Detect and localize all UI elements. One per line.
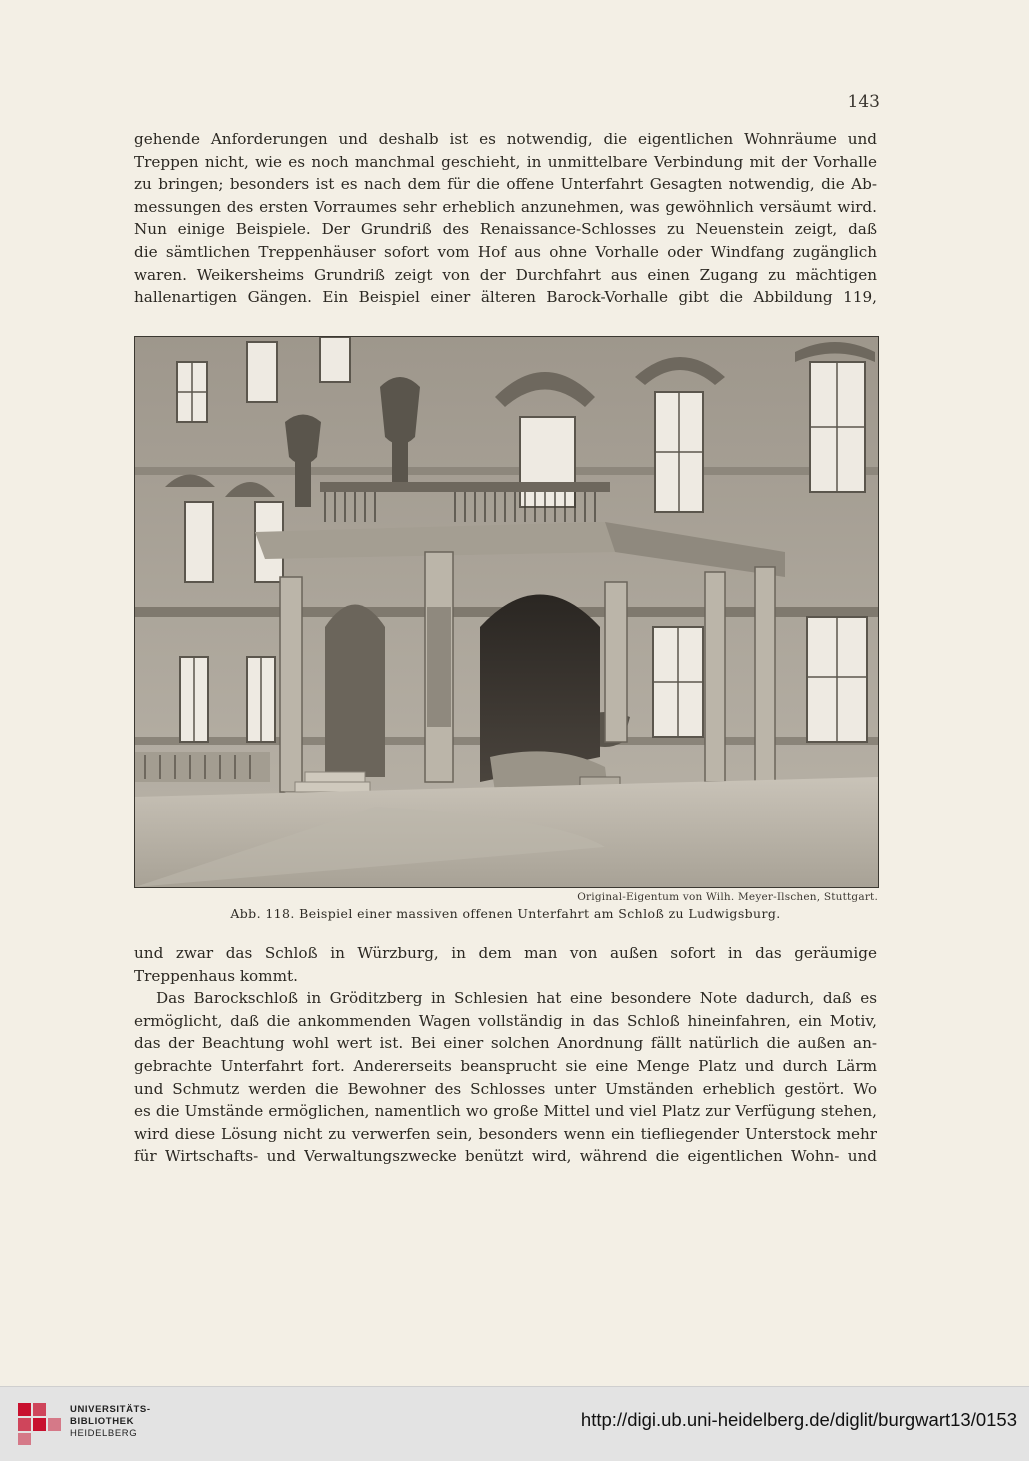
text-line: messungen des ersten Vorraumes sehr erheblich anzunehmen, was gewöhnlich versäumt wird. — [134, 197, 877, 216]
text-line: Nun einige Beispiele. Der Grundriß des Renaissance-Schlosses zu Neuenstein zeigt, daß — [134, 220, 877, 239]
figure-photograph — [134, 336, 879, 888]
text-line: und Schmutz werden die Bewohner des Schlosses unter Umständen erheblich gestört. Wo — [134, 1079, 877, 1098]
text-line: hallenartigen Gängen. Ein Beispiel einer älteren Barock-Vorhalle gibt die Abbildung 119, — [134, 288, 877, 307]
text-line: für Wirtschafts- und Verwaltungszwecke benützt wird, während die eigentlichen Wohn- und — [134, 1147, 877, 1166]
text-line: gebrachte Unterfahrt fort. Andererseits beansprucht sie eine Menge Platz und durch Lärm — [134, 1056, 877, 1075]
text-line: Das Barockschloß in Gröditzberg in Schlesien hat eine besondere Note dadurch, daß es — [156, 989, 877, 1008]
text-line: zu bringen; besonders ist es nach dem für die offene Unterfahrt Gesagten notwendig, die Ab- — [134, 175, 877, 194]
figure-credit: Original-Eigentum von Wilh. Meyer-Ilschen, Stuttgart. — [577, 891, 878, 903]
page-number: 143 — [847, 92, 880, 112]
figure-caption: Abb. 118. Beispiel einer massiven offenen Unterfahrt am Schloß zu Ludwigsburg. — [230, 906, 781, 921]
library-name-line: UNIVERSITÄTS- — [70, 1404, 151, 1415]
library-name — [70, 1404, 151, 1440]
library-name-line: HEIDELBERG — [70, 1428, 138, 1439]
library-logo-icon — [18, 1403, 62, 1445]
permalink-url[interactable]: http://digi.ub.uni-heidelberg.de/diglit/burgwart13/0153 — [580, 1409, 1017, 1430]
viewer-footer — [0, 1386, 1029, 1461]
paragraph-top — [134, 128, 877, 309]
text-line: es die Umstände ermöglichen, namentlich wo große Mittel und viel Platz zur Verfügung stehen, — [134, 1102, 877, 1121]
library-name-line: BIBLIOTHEK — [70, 1416, 135, 1427]
text-line: Treppenhaus kommt. — [134, 966, 298, 985]
text-line: die sämtlichen Treppenhäuser sofort vom Hof aus ohne Vorhalle oder Windfang zugänglich — [134, 242, 877, 261]
text-line: Treppen nicht, wie es noch manchmal geschieht, in unmittelbare Verbindung mit der Vorhalle — [134, 152, 877, 171]
paragraph-after — [134, 942, 877, 1168]
text-line: gehende Anforderungen und deshalb ist es notwendig, die eigentlichen Wohnräume und — [134, 130, 877, 148]
text-line: wird diese Lösung nicht zu verwerfen sein, besonders wenn ein tiefliegender Unterstock mehr — [134, 1124, 877, 1143]
text-line: ermöglicht, daß die ankommenden Wagen vollständig in das Schloß hineinfahren, ein Motiv, — [134, 1011, 877, 1030]
text-line: und zwar das Schloß in Würzburg, in dem man von außen sofort in das geräumige — [134, 944, 877, 962]
text-line: waren. Weikersheims Grundriß zeigt von der Durchfahrt aus einen Zugang zu mächtigen — [134, 265, 877, 284]
text-line: das der Beachtung wohl wert ist. Bei einer solchen Anordnung fällt natürlich die außen an- — [134, 1034, 877, 1053]
palace-facade-photo — [135, 337, 878, 887]
